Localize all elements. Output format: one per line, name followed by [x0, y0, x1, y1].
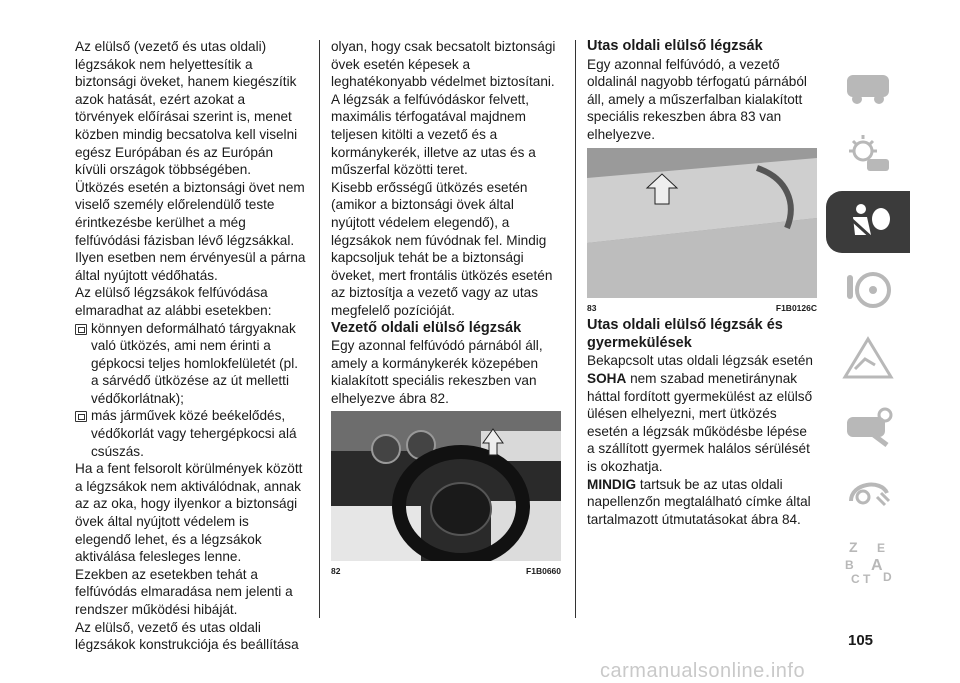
paragraph: Ezekben az esetekben tehát a felfúvódás elmaradása nem jelenti a rendszer működési hibáját. — [75, 566, 293, 617]
tab-emergency[interactable] — [826, 327, 910, 389]
car-dashboard-icon — [841, 63, 895, 109]
multimedia-icon — [841, 471, 895, 517]
section-heading: Utas oldali elülső légzsák — [587, 38, 763, 54]
svg-text:E: E — [877, 541, 886, 555]
bullet-icon — [75, 324, 87, 335]
paragraph: olyan, hogy csak becsatolt biztonsági övek esetén képesek a leghatékonyabb védelmet biztosítani. A légzsák a felfúvódáskor felvett, maximális térfogatával majdnem teljesen kitölti a vezető és a kormánykerék, illetve az utas és a műszerfal közötti teret. — [331, 39, 556, 178]
column-divider — [575, 40, 576, 618]
paragraph: Az elülső légzsákok felfúvódása elmaradhat az alábbi esetekben: — [75, 285, 272, 318]
column-divider — [319, 40, 320, 618]
svg-text:A: A — [871, 557, 883, 574]
text-column-1 — [75, 38, 307, 654]
tab-multimedia[interactable] — [826, 463, 910, 525]
tab-safety[interactable] — [826, 191, 910, 253]
section-heading: Utas oldali elülső légzsák és gyermekülések — [587, 317, 783, 351]
figure-code: F1B0660 — [526, 566, 561, 577]
svg-text:D: D — [883, 570, 892, 584]
maintenance-icon — [841, 403, 895, 449]
steering-wheel-airbag-photo — [331, 411, 561, 561]
tab-maintenance[interactable] — [826, 395, 910, 457]
emergency-icon — [841, 335, 895, 381]
paragraph: Az elülső, vezető és utas oldali légzsákok konstrukciója és beállítása — [75, 619, 299, 653]
figure-82 — [331, 411, 561, 581]
warning-lights-icon — [841, 131, 895, 177]
svg-text:B: B — [845, 558, 854, 572]
figure-83 — [587, 148, 817, 318]
tab-dashboard[interactable] — [826, 55, 910, 117]
watermark: carmanualsonline.info — [600, 660, 806, 682]
emphasis: SOHA — [587, 370, 627, 386]
figure-caption — [331, 563, 561, 581]
svg-text:Z: Z — [849, 539, 858, 555]
starting-driving-icon — [841, 267, 895, 313]
bullet-icon — [75, 411, 87, 422]
text-column-3 — [587, 38, 817, 528]
figure-caption — [587, 300, 817, 318]
page-number: 105 — [848, 632, 874, 649]
emphasis: MINDIG — [587, 476, 637, 492]
list-item: könnyen deformálható tárgyaknak való ütközés, ami nem érinti a gépkocsi teljes homlokfelületét (pl. a sárvédő ütközése az út melletti védőkorlátnak); — [75, 320, 307, 408]
index-icon — [841, 539, 895, 585]
paragraph: Ha a fent felsorolt körülmények között a légzsákok nem aktiválódnak, annak az az oka, hogy ilyenkor a biztonsági övek által nyújtott védelem is elegendő lehet, és a légzsákok aktiválása felesleges lenne. — [75, 461, 303, 565]
dashboard-airbag-photo — [587, 148, 817, 298]
paragraph: Bekapcsolt utas oldali légzsák esetén SOHA nem szabad menetiránynak háttal fordított gyermekülést az elülső ülésen elhelyezni, mert ütközés esetén a légzsák működésbe lépése a szállított gyermek halálos sérülését is okozhatja. — [587, 353, 813, 474]
figure-number: 82 — [331, 566, 341, 577]
safety-airbag-icon — [841, 199, 895, 245]
paragraph: MINDIG tartsuk be az utas oldali napellenzőn megtalálható címke által tartalmazott útmutatásokat ábra 84. — [587, 476, 811, 527]
paragraph: Az elülső (vezető és utas oldali) légzsákok nem helyettesítik a biztonsági öveket, hanem kiegészítik azok hatását, ezért azokat a törvények előírásai szerint is, menet közben mindig becsatolva kell viselni egész Európában és az Európán kívüli országok többségében. — [75, 39, 298, 178]
tab-index[interactable] — [826, 531, 910, 593]
tab-warning-lights[interactable] — [826, 123, 910, 185]
tab-starting-driving[interactable] — [826, 259, 910, 321]
paragraph: Egy azonnal felfúvódó párnából áll, amely a kormánykerék közepében kialakított speciális rekeszben van elhelyezve ábra 82. — [331, 338, 543, 406]
svg-text:C: C — [851, 572, 860, 585]
paragraph: Ütközés esetén a biztonsági övet nem viselő személy előrelendülő teste érintkezésbe kerülhet a még felfúvódási fázisban lévő légzsákkal. Ilyen esetben nem érvényesül a párna által nyújtott védőhatás. — [75, 179, 306, 283]
figure-code: F1B0126C — [775, 302, 817, 313]
svg-text:T: T — [863, 572, 871, 585]
paragraph: Kisebb erősségű ütközés esetén (amikor a biztonsági övek által nyújtott védelem elegendő), a légzsákok nem fúvódnak fel. Mindig kapcsoljuk tehát be a biztonsági öveket, mert frontális ütközés esetén az biztosítja a vezető vagy az utas megfelelő pozícióját. — [331, 179, 553, 318]
text-column-2 — [331, 38, 561, 581]
figure-number: 83 — [587, 302, 597, 313]
chapter-tabs — [826, 55, 910, 599]
list-item: más járművek közé beékelődés, védőkorlát vagy tehergépkocsi alá csúszás. — [75, 407, 307, 460]
section-heading: Vezető oldali elülső légzsák — [331, 319, 522, 336]
paragraph: Egy azonnal felfúvódó, a vezető oldalinál nagyobb térfogatú párnából áll, amely a műszerfalban kialakított speciális rekeszben ábra 83 van elhelyezve. — [587, 56, 807, 142]
